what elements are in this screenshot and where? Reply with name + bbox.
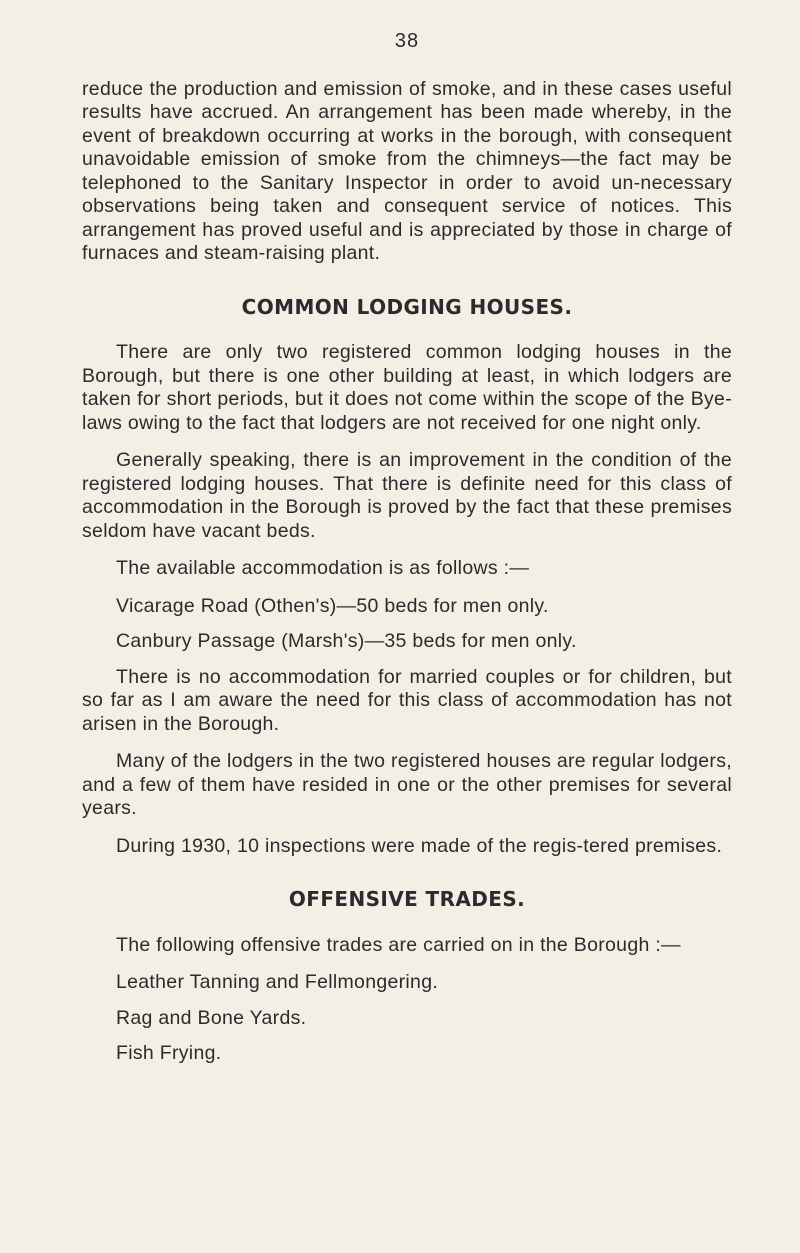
accommodation-item: Vicarage Road (Othen's)—50 beds for men only. [116, 594, 549, 617]
trade-item: Fish Frying. [116, 1042, 222, 1064]
section-heading-common-lodging-houses: COMMON LODGING HOUSES. [241, 294, 573, 319]
accommodation-item: Canbury Passage (Marsh's)—35 beds for men only. [116, 630, 577, 652]
lodging-paragraph: During 1930, 10 inspections were made of the regis-tered premises. [116, 834, 723, 857]
trade-item: Leather Tanning and Fellmongering. [116, 971, 439, 993]
lodging-paragraph: There is no accommodation for married couples or for children, but so far as I am aware the need for this class of accommodation has not arisen in the Borough. [82, 665, 732, 735]
lodging-paragraph: Many of the lodgers in the two registered houses are regular lodgers, and a few of them have resided in one or the other premises for several years. [82, 750, 732, 819]
trade-item: Rag and Bone Yards. [116, 1006, 307, 1029]
offensive-trades-intro: The following offensive trades are carried on in the Borough :— [116, 933, 681, 956]
lodging-paragraph: Generally speaking, there is an improvement in the condition of the registered lodging houses. That there is definite need for this class of accommodation in the Borough is proved by the fact that these premises seldom have vacant beds. [82, 449, 732, 542]
document-page [82, 30, 732, 1078]
lodging-paragraph: The available accommodation is as follows :— [116, 557, 530, 579]
lodging-paragraph: There are only two registered common lodging houses in the Borough, but there is one other building at least, in which lodgers are taken for short periods, but it does not come within the scope of the Bye-laws owing to the fact that lodgers are not received for one night only. [82, 341, 732, 434]
section-heading-offensive-trades: OFFENSIVE TRADES. [288, 887, 526, 911]
page-number: 38 [394, 30, 420, 52]
intro-paragraph: reduce the production and emission of smoke, and in these cases useful results have accrued. An arrangement has been made whereby, in the event of breakdown occurring at works in the borough, with consequent unavoidable emission of smoke from the chimneys—the fact may be telephoned to the Sanitary Inspector in order to avoid un-necessary observations being taken and consequent service of notices. This arrangement has proved useful and is appreciated by those in charge of furnaces and steam-raising plant. [82, 77, 732, 264]
